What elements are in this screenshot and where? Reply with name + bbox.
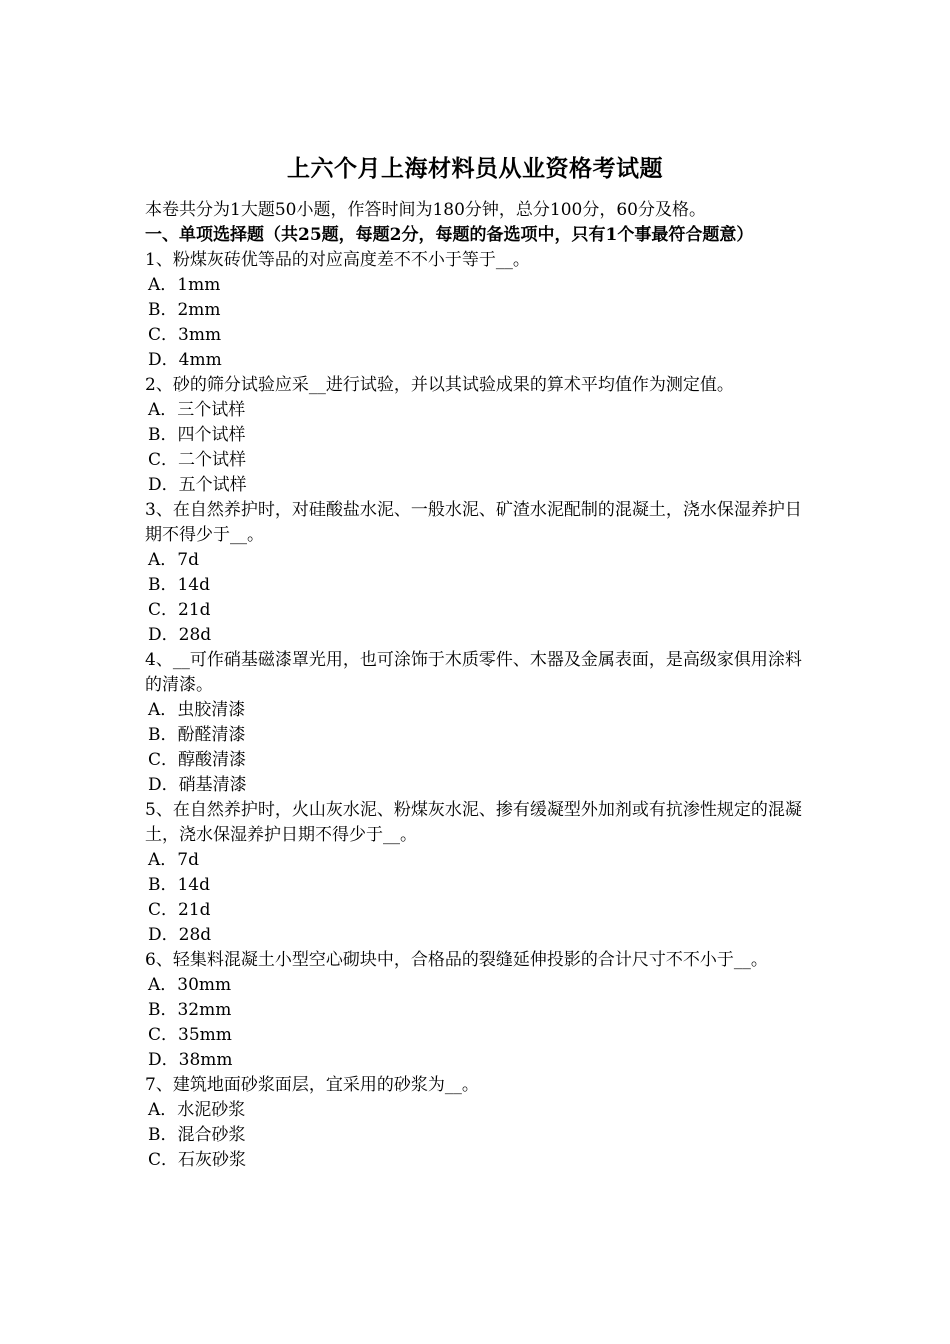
question-item: [145, 248, 815, 373]
answer-option: C．35mm: [148, 1025, 232, 1045]
answer-option: D．28d: [148, 625, 212, 645]
answer-option: B．酚醛清漆: [148, 725, 246, 745]
question-stem: 4、__可作硝基磁漆罩光用，也可涂饰于木质零件、木器及金属表面，是高级家俱用涂料的清漆。: [145, 650, 802, 695]
question-stem: 1、粉煤灰砖优等品的对应高度差不不小于等于__。: [145, 250, 530, 270]
question-item: [145, 373, 815, 498]
answer-option: B．32mm: [148, 1000, 232, 1020]
answer-option: B．四个试样: [148, 425, 246, 445]
question-item: [145, 948, 815, 1073]
question-item: [145, 648, 815, 798]
question-stem: 6、轻集料混凝土小型空心砌块中，合格品的裂缝延伸投影的合计尺寸不不小于__。: [145, 950, 768, 970]
exam-intro: 本卷共分为1大题50小题，作答时间为180分钟，总分100分，60分及格。: [145, 200, 706, 220]
answer-option: B．混合砂浆: [148, 1125, 246, 1145]
question-stem: 7、建筑地面砂浆面层，宜采用的砂浆为__。: [145, 1075, 479, 1095]
answer-option: D．4mm: [148, 350, 222, 370]
answer-option: A．30mm: [148, 975, 232, 995]
answer-option: D．38mm: [148, 1050, 233, 1070]
document-body: [145, 198, 815, 1173]
answer-option: B．14d: [148, 575, 211, 595]
answer-option: C．二个试样: [148, 450, 247, 470]
question-stem: 3、在自然养护时，对硅酸盐水泥、一般水泥、矿渣水泥配制的混凝土，浇水保湿养护日期不得少于__。: [145, 500, 802, 545]
question-stem: 5、在自然养护时，火山灰水泥、粉煤灰水泥、掺有缓凝型外加剂或有抗渗性规定的混凝土，浇水保湿养护日期不得少于__。: [145, 800, 802, 845]
answer-option: A．水泥砂浆: [148, 1100, 246, 1120]
answer-option: C．醇酸清漆: [148, 750, 247, 770]
answer-option: C．21d: [148, 600, 211, 620]
answer-option: D．28d: [148, 925, 212, 945]
answer-option: A．虫胶清漆: [148, 700, 246, 720]
answer-option: B．14d: [148, 875, 211, 895]
question-item: [145, 798, 815, 948]
answer-option: D．硝基清漆: [148, 775, 247, 795]
answer-option: A．7d: [148, 550, 199, 570]
answer-option: A．1mm: [148, 275, 221, 295]
answer-option: D．五个试样: [148, 475, 247, 495]
question-item: [145, 498, 815, 648]
answer-option: C．3mm: [148, 325, 222, 345]
question-list: [145, 248, 815, 1173]
document-title: 上六个月上海材料员从业资格考试题: [287, 155, 663, 182]
answer-option: B．2mm: [148, 300, 221, 320]
answer-option: C．石灰砂浆: [148, 1150, 247, 1170]
answer-option: A．三个试样: [148, 400, 246, 420]
question-stem: 2、砂的筛分试验应采__进行试验，并以其试验成果的算术平均值作为测定值。: [145, 375, 734, 395]
section-heading: 一、单项选择题（共25题，每题2分，每题的备选项中，只有1个事最符合题意）: [145, 225, 754, 245]
question-item: [145, 1073, 815, 1173]
answer-option: A．7d: [148, 850, 199, 870]
answer-option: C．21d: [148, 900, 211, 920]
